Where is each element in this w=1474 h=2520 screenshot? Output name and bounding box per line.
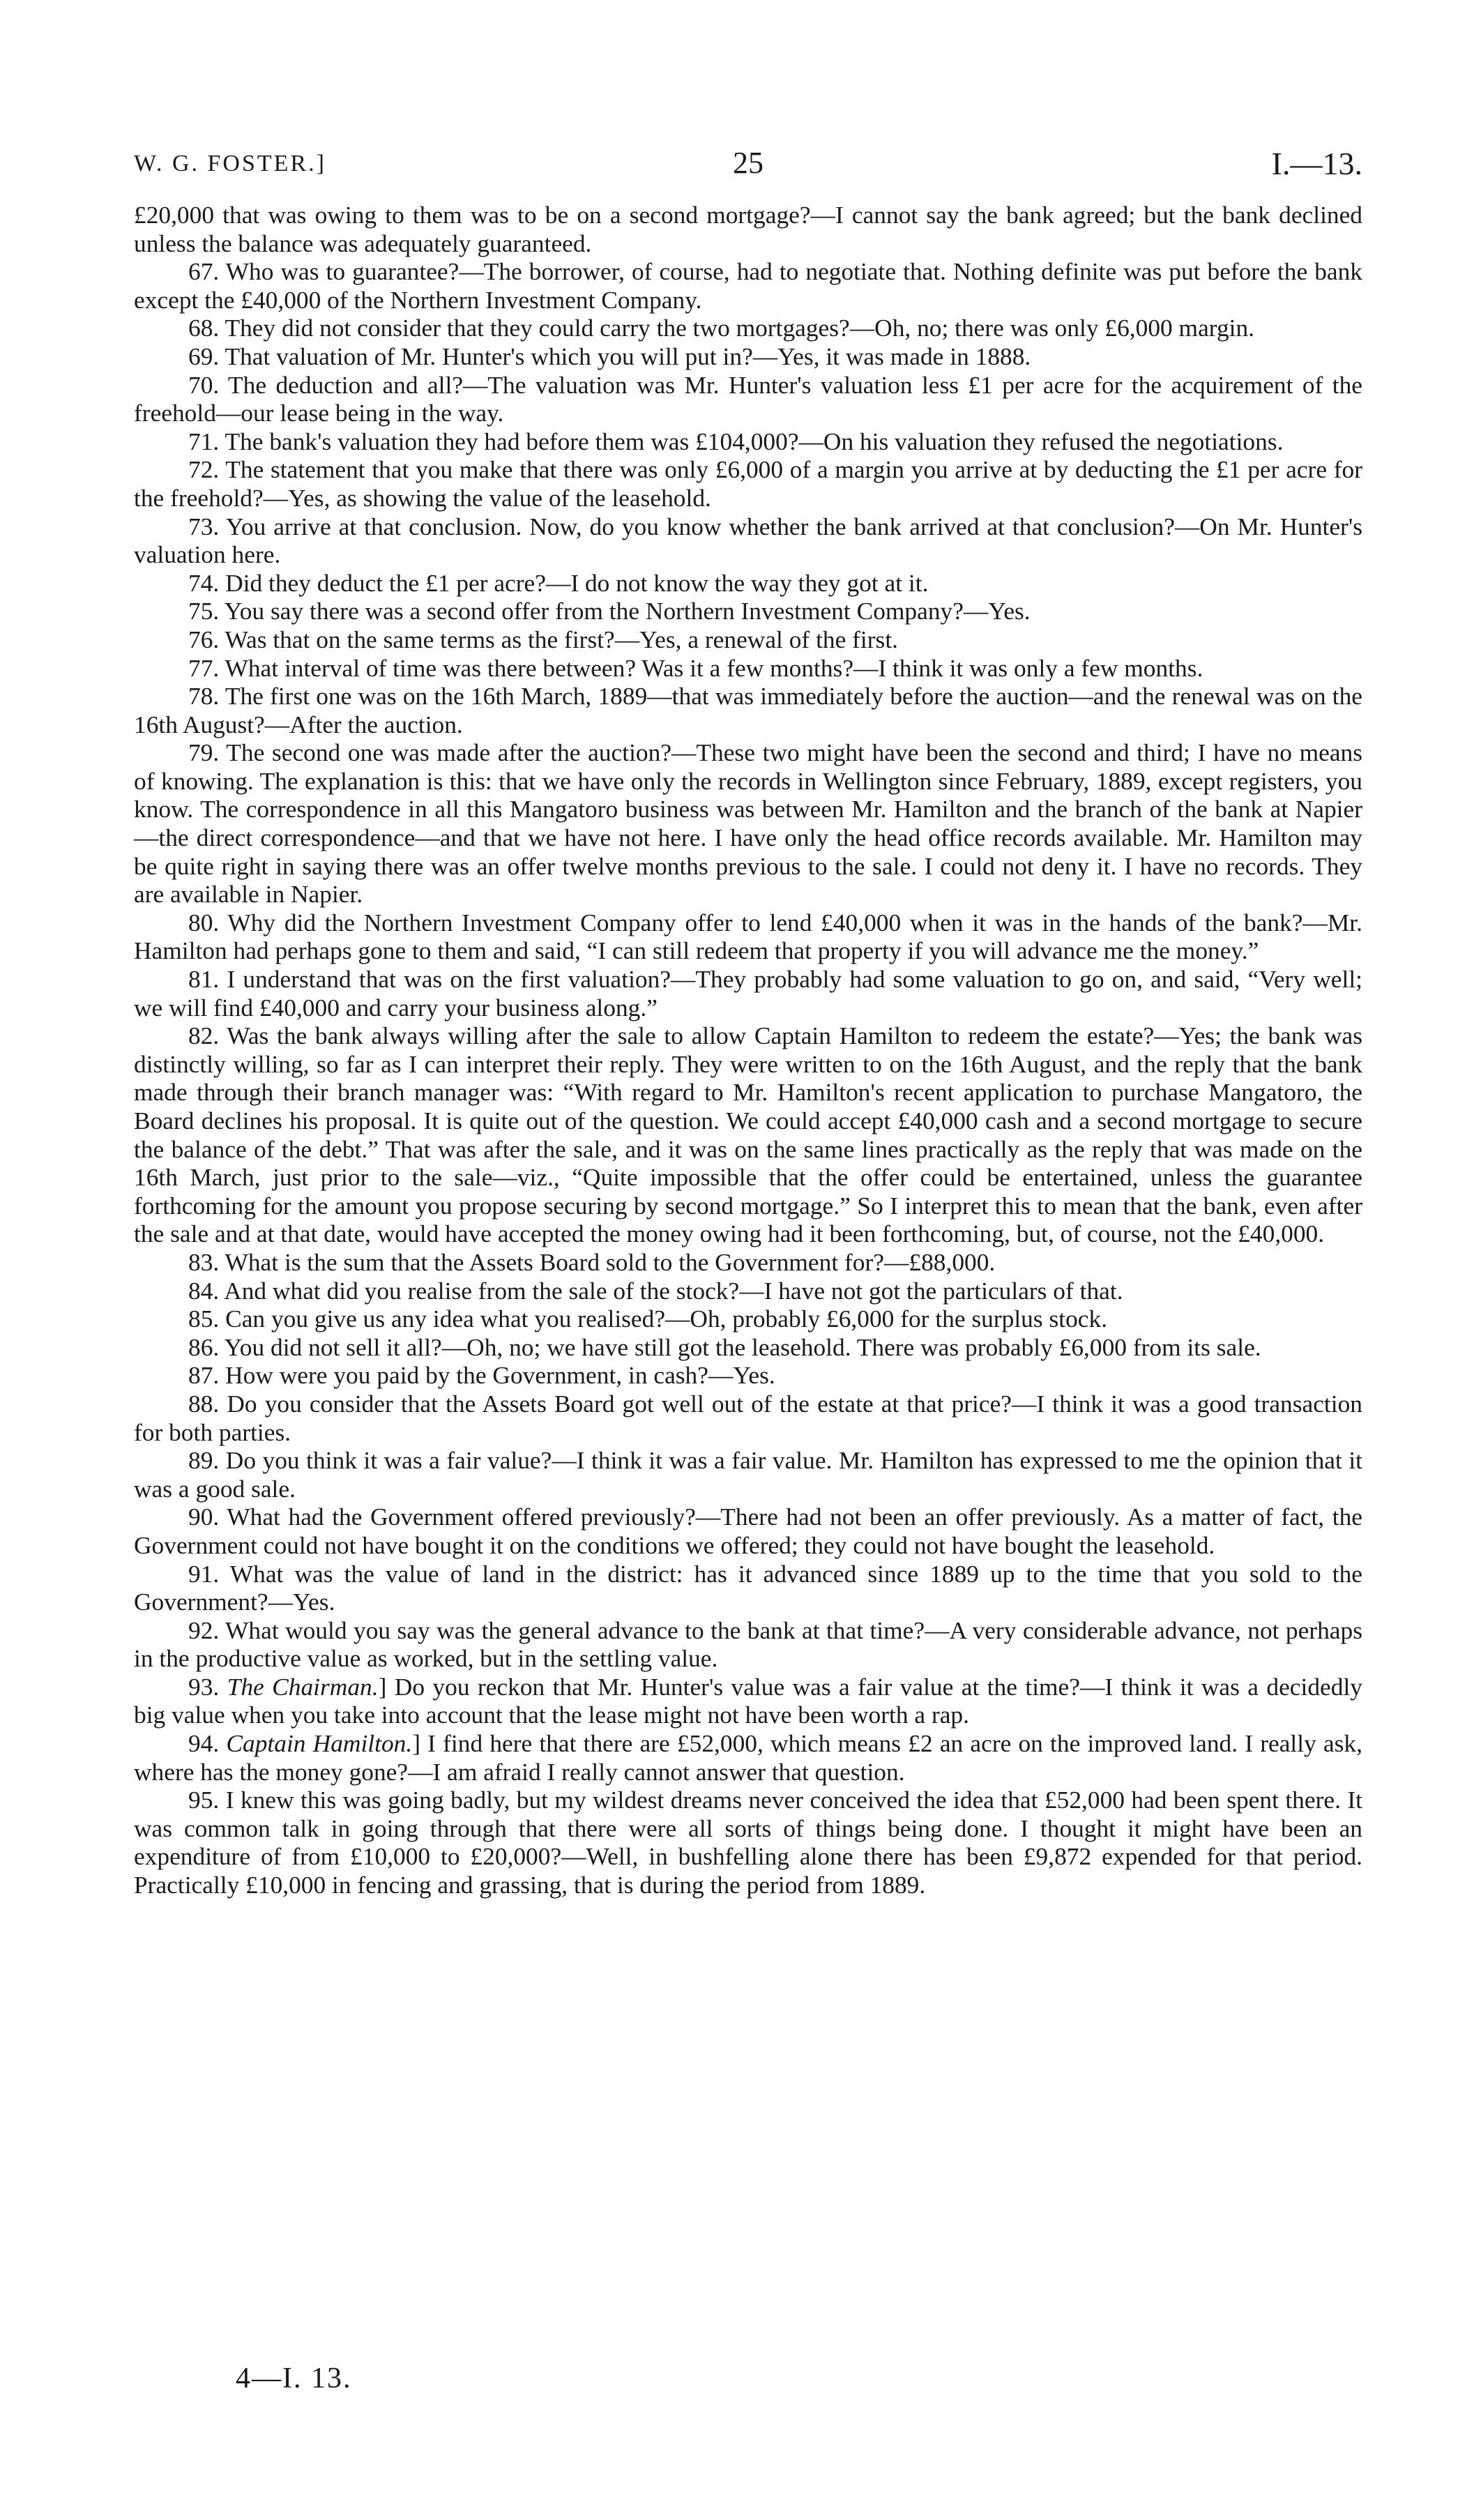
question-paragraph xyxy=(134,1277,1362,1305)
page-header xyxy=(134,145,1362,187)
question-paragraph xyxy=(134,257,1362,314)
question-paragraph xyxy=(134,625,1362,654)
question-text: That valuation of Mr. Hunter's which you will put in?—Yes, it was made in 1888. xyxy=(225,342,1031,370)
question-number: 81. xyxy=(188,965,227,994)
question-paragraph xyxy=(134,314,1362,342)
question-number: 90. xyxy=(188,1503,227,1531)
question-text: What was the value of land in the district: has it advanced since 1889 up to the time that you sold to the Government?—Yes. xyxy=(134,1559,1362,1616)
question-text: Do you reckon that Mr. Hunter's value was a fair value at the time?—I think it was a decidedly big value when you take into account that the lease might not have been worth a rap. xyxy=(134,1672,1362,1729)
question-paragraph xyxy=(134,909,1362,965)
testimony-body xyxy=(134,201,1362,1899)
question-number: 79. xyxy=(188,738,227,767)
question-number: 74. xyxy=(188,568,226,597)
question-paragraph: 94. Captain Hamilton.] I find here that there are £52,000, which means £2 an acre on the improved land. I really ask, where has the money gone?—I am afraid I really cannot answer that question. xyxy=(134,1729,1362,1786)
question-paragraph xyxy=(134,1786,1362,1899)
question-paragraph: 93. The Chairman.] Do you reckon that Mr. Hunter's value was a fair value at the time?—I think it was a decidedly big value when you take into account that the lease might not have been worth a rap. xyxy=(134,1672,1362,1729)
question-text: What interval of time was there between? Was it a few months?—I think it was only a few months. xyxy=(225,653,1203,682)
question-paragraph xyxy=(134,513,1362,569)
question-number: 70. xyxy=(188,370,229,399)
question-number: 91. xyxy=(188,1559,230,1588)
question-number: 69. xyxy=(188,342,225,370)
question-text: They did not consider that they could carry the two mortgages?—Oh, no; there was only £6,000 margin. xyxy=(225,314,1255,342)
question-text: The deduction and all?—The valuation was Mr. Hunter's valuation less £1 per acre for the acquirement of the freehold—our lease being in the way. xyxy=(134,370,1362,427)
question-number: 77. xyxy=(188,653,225,682)
question-paragraph xyxy=(134,1248,1362,1277)
page-number: 25 xyxy=(733,146,763,180)
question-paragraph xyxy=(134,342,1362,371)
question-paragraph xyxy=(134,1560,1362,1616)
question-text: £20,000 that was owing to them was to be on a second mortgage?—I cannot say the bank agreed; but the bank declined unless the balance was adequately guaranteed. xyxy=(134,201,1362,257)
question-number: 86. xyxy=(188,1333,225,1361)
question-number: 95. xyxy=(188,1786,226,1814)
question-text: Who was to guarantee?—The borrower, of course, had to negotiate that. Nothing definite was put before the bank except the £40,000 of the Northern Investment Company. xyxy=(134,257,1362,314)
signature-mark: 4—I. 13. xyxy=(236,2362,352,2394)
question-paragraph xyxy=(134,738,1362,909)
witness-name: W. G. FOSTER.] xyxy=(134,151,326,176)
question-paragraph xyxy=(134,1305,1362,1333)
question-text: The first one was on the 16th March, 1889—that was immediately before the auction—and the renewal was on the 16th August?—After the auction. xyxy=(134,682,1363,738)
question-paragraph xyxy=(134,1022,1362,1248)
question-number: 78. xyxy=(188,682,225,711)
question-text: How were you paid by the Government, in cash?—Yes. xyxy=(225,1361,775,1390)
question-text: What had the Government offered previously?—There had not been an offer previously. As a matter of fact, the Government could not have bought it on the conditions we offered; they could not have bought the leasehold. xyxy=(134,1503,1362,1559)
question-text: I find here that there are £52,000, which means £2 an acre on the improved land. I really ask, where has the money gone?—I am afraid I really cannot answer that question. xyxy=(134,1729,1362,1786)
question-paragraph xyxy=(134,1446,1362,1503)
question-text: Why did the Northern Investment Company offer to lend £40,000 when it was in the hands of the bank?—Mr. Hamilton had perhaps gone to them and said, “I can still redeem that property if you will advance me the money.” xyxy=(134,908,1362,965)
question-number: 72. xyxy=(188,455,226,484)
question-number: 80. xyxy=(188,908,228,936)
question-text: Did they deduct the £1 per acre?—I do not know the way they got at it. xyxy=(225,568,929,597)
question-paragraph xyxy=(134,1390,1362,1446)
question-number: 94. xyxy=(188,1729,227,1758)
question-number: 75. xyxy=(188,597,225,625)
question-paragraph xyxy=(134,682,1362,738)
question-text: You arrive at that conclusion. Now, do you know whether the bank arrived at that conclusion?—On Mr. Hunter's valuation here. xyxy=(134,512,1362,569)
question-text: Was that on the same terms as the first?—Yes, a renewal of the first. xyxy=(225,625,899,653)
question-text: You did not sell it all?—Oh, no; we have still got the leasehold. There was probably £6,000 from its sale. xyxy=(224,1333,1261,1361)
question-text: What would you say was the general advance to the bank at that time?—A very considerable advance, not perhaps in the productive value as worked, but in the settling value. xyxy=(134,1616,1362,1673)
question-paragraph xyxy=(134,201,1362,257)
question-text: What is the sum that the Assets Board sold to the Government for?—£88,000. xyxy=(225,1247,996,1276)
question-number: 92. xyxy=(188,1616,226,1644)
question-paragraph xyxy=(134,1361,1362,1390)
question-number: 85. xyxy=(188,1305,226,1333)
question-text: And what did you realise from the sale of the stock?—I have not got the particulars of that. xyxy=(224,1276,1123,1305)
question-number: 83. xyxy=(188,1247,225,1276)
question-number: 68. xyxy=(188,314,225,342)
question-number: 71. xyxy=(188,427,225,455)
question-text: Do you think it was a fair value?—I think it was a fair value. Mr. Hamilton has expressed to me the opinion that it was a good sale. xyxy=(134,1446,1362,1503)
question-paragraph xyxy=(134,597,1362,625)
question-text: Do you consider that the Assets Board got well out of the estate at that price?—I think it was a good transaction for both parties. xyxy=(134,1389,1362,1446)
speaker-label: Captain Hamilton. xyxy=(226,1729,413,1758)
question-number: 82. xyxy=(188,1022,227,1050)
question-paragraph xyxy=(134,1616,1362,1673)
question-paragraph xyxy=(134,965,1362,1022)
question-paragraph xyxy=(134,455,1362,512)
question-text: I knew this was going badly, but my wildest dreams never conceived the idea that £52,000 had been spent there. It was common talk in going through that there were all sorts of things being done. I thought it might have been an expenditure of from £10,000 to £20,000?—Well, in bushfelling alone there has been £9,872 expended for that period. Practically £10,000 in fencing and grassing, that is during the period from 1889. xyxy=(134,1786,1362,1899)
question-paragraph xyxy=(134,427,1362,456)
question-paragraph xyxy=(134,1503,1362,1559)
paper-reference: I.—13. xyxy=(1271,146,1362,181)
question-paragraph xyxy=(134,654,1362,683)
question-number: 88. xyxy=(188,1389,227,1418)
question-text: The bank's valuation they had before them was £104,000?—On his valuation they refused the negotiations. xyxy=(225,427,1284,455)
question-text: Was the bank always willing after the sale to allow Captain Hamilton to redeem the estate?—Yes; the bank was distinctly willing, so far as I can interpret their reply. They were written to on the 16th August, and the reply that the bank made through their branch manager was: “With regard to Mr. Hamilton's recent application to purchase Mangatoro, the Board declines his proposal. It is quite out of the question. We could accept £40,000 cash and a second mortgage to secure the balance of the debt.” That was after the sale, and it was on the same lines practically as the reply that was made on the 16th March, just prior to the sale—viz., “Quite impossible that the offer could be entertained, unless the guarantee forthcoming for the amount you propose securing by second mortgage.” So I interpret this to mean that the bank, even after the sale and at that date, would have accepted the money owing had it been forthcoming, but, of course, not the £40,000. xyxy=(134,1022,1362,1248)
question-text: The second one was made after the auction?—These two might have been the second and third; I have no means of knowing. The explanation is this: that we have only the records in Wellington since February, 1889, except registers, you know. The correspondence in all this Mangatoro business was between Mr. Hamilton and the branch of the bank at Napier—the direct correspondence—and that we have not here. I have only the head office records available. Mr. Hamilton may be quite right in saying there was an offer twelve months previous to the sale. I could not deny it. I have no records. They are available in Napier. xyxy=(134,738,1362,909)
question-text: The statement that you make that there was only £6,000 of a margin you arrive at by deducting the £1 per acre for the freehold?—Yes, as showing the value of the leasehold. xyxy=(134,455,1362,512)
question-number: 76. xyxy=(188,625,225,653)
question-paragraph xyxy=(134,1333,1362,1362)
question-number: 84. xyxy=(188,1276,225,1305)
question-number: 89. xyxy=(188,1446,226,1475)
question-text: Can you give us any idea what you realised?—Oh, probably £6,000 for the surplus stock. xyxy=(225,1305,1108,1333)
question-number: 73. xyxy=(188,512,226,540)
question-number: 67. xyxy=(188,257,226,286)
speaker-label: The Chairman. xyxy=(227,1672,379,1701)
question-paragraph xyxy=(134,371,1362,427)
question-paragraph xyxy=(134,569,1362,598)
question-text: I understand that was on the first valuation?—They probably had some valuation to go on, and said, “Very well; we will find £40,000 and carry your business along.” xyxy=(134,965,1362,1022)
question-text: You say there was a second offer from the Northern Investment Company?—Yes. xyxy=(224,597,1031,625)
question-number: 93. xyxy=(188,1672,227,1701)
question-number: 87. xyxy=(188,1361,226,1390)
